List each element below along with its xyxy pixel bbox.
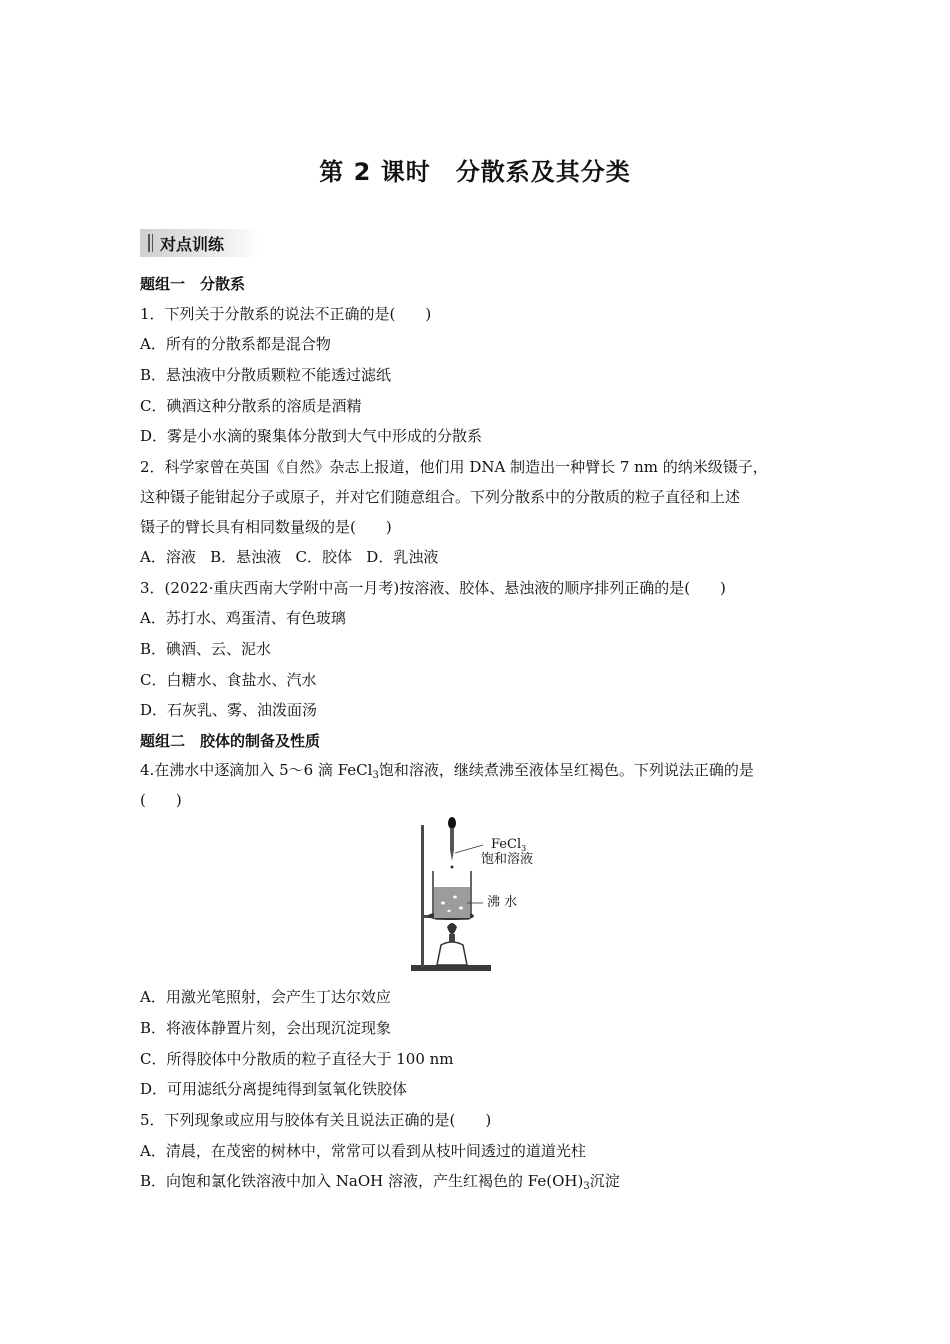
apparatus-figure bbox=[405, 815, 555, 977]
q1-stem: 1．下列关于分散系的说法不正确的是( ) bbox=[140, 305, 432, 323]
flame bbox=[447, 923, 457, 935]
q5-option-b-post: 沉淀 bbox=[589, 1172, 620, 1190]
stand-rod bbox=[421, 825, 424, 967]
q2-option-d: D．乳浊液 bbox=[366, 548, 439, 566]
drop bbox=[451, 866, 454, 869]
fecl3-label-main: FeCl bbox=[491, 837, 522, 852]
q5-option-b-subscript: 3 bbox=[583, 1181, 590, 1192]
q3-stem: 3．(2022·重庆西南大学附中高一月考)按溶液、胶体、悬浊液的顺序排列正确的是( ) bbox=[140, 579, 726, 597]
label-leader bbox=[455, 845, 483, 853]
bubble bbox=[459, 907, 463, 910]
q4-option-a: A．用激光笔照射，会产生丁达尔效应 bbox=[140, 988, 391, 1006]
q1-option-a: A．所有的分散系都是混合物 bbox=[140, 335, 331, 353]
group2-heading: 题组二 胶体的制备及性质 bbox=[140, 732, 321, 750]
q4-stem-line2: ( ) bbox=[140, 791, 182, 809]
q5-stem: 5．下列现象或应用与胶体有关且说法正确的是( ) bbox=[140, 1111, 492, 1129]
q2-options-row bbox=[140, 547, 438, 567]
q2-option-c: C．胶体 bbox=[295, 548, 352, 566]
q5-option-b bbox=[140, 1171, 620, 1191]
q2-option-b: B．悬浊液 bbox=[210, 548, 282, 566]
q4-option-c: C．所得胶体中分散质的粒子直径大于 100 nm bbox=[140, 1050, 454, 1068]
dropper-bulb bbox=[448, 817, 456, 829]
q4-stem-subscript: 3 bbox=[372, 770, 379, 781]
q4-option-b: B．将液体静置片刻，会出现沉淀现象 bbox=[140, 1019, 392, 1037]
q3-option-d: D．石灰乳、雾、油泼面汤 bbox=[140, 701, 318, 719]
apparatus-diagram bbox=[405, 815, 555, 977]
q4-stem-line1 bbox=[140, 760, 754, 780]
q1-option-b: B．悬浊液中分散质颗粒不能透过滤纸 bbox=[140, 366, 392, 384]
q2-stem-line3: 镊子的臂长具有相同数量级的是( ) bbox=[140, 518, 392, 536]
section-badge bbox=[140, 229, 260, 257]
q4-stem-post: 饱和溶液，继续煮沸至液体呈红褐色。下列说法正确的是 bbox=[378, 761, 754, 779]
q3-option-c: C．白糖水、食盐水、汽水 bbox=[140, 671, 317, 689]
saturated-solution-label: 饱和溶液 bbox=[481, 852, 534, 867]
badge-bar-thin bbox=[152, 234, 153, 252]
fecl3-label-sub: 3 bbox=[521, 844, 527, 853]
fecl3-label bbox=[491, 837, 526, 852]
q5-option-a: A．清晨，在茂密的树林中，常常可以看到从枝叶间透过的道道光柱 bbox=[140, 1142, 586, 1160]
bubble bbox=[441, 902, 445, 905]
page-title: 第 2 课时 分散系及其分类 bbox=[319, 158, 631, 186]
alcohol-lamp bbox=[437, 942, 467, 965]
q5-option-b-pre: B．向饱和氯化铁溶液中加入 NaOH 溶液，产生红褐色的 Fe(OH) bbox=[140, 1172, 584, 1190]
q2-stem-line1: 2．科学家曾在英国《自然》杂志上报道，他们用 DNA 制造出一种臂长 7 nm 的纳米级镊子， bbox=[140, 458, 768, 476]
q2-stem-line2: 这种镊子能钳起分子或原子，并对它们随意组合。下列分散系中的分散质的粒子直径和上述 bbox=[140, 488, 741, 506]
q1-option-c: C．碘酒这种分散系的溶质是酒精 bbox=[140, 397, 362, 415]
q4-option-d: D．可用滤纸分离提纯得到氢氧化铁胶体 bbox=[140, 1080, 408, 1098]
q4-stem-pre: 4.在沸水中逐滴加入 5～6 滴 FeCl bbox=[140, 761, 373, 779]
q2-option-a: A．溶液 bbox=[140, 548, 196, 566]
boiling-water-label: 沸 水 bbox=[487, 895, 518, 910]
badge-bar bbox=[148, 234, 150, 252]
q1-option-d: D．雾是小水滴的聚集体分散到大气中形成的分散系 bbox=[140, 427, 483, 445]
bubble bbox=[453, 896, 457, 899]
group1-heading: 题组一 分散系 bbox=[140, 275, 246, 293]
boiling-water bbox=[434, 887, 470, 918]
wick bbox=[449, 934, 455, 942]
section-badge-label: 对点训练 bbox=[160, 235, 225, 254]
bubble bbox=[447, 910, 450, 912]
q3-option-a: A．苏打水、鸡蛋清、有色玻璃 bbox=[140, 609, 346, 627]
dropper-tip bbox=[450, 850, 454, 861]
q3-option-b: B．碘酒、云、泥水 bbox=[140, 640, 272, 658]
dropper-tube bbox=[450, 828, 454, 850]
